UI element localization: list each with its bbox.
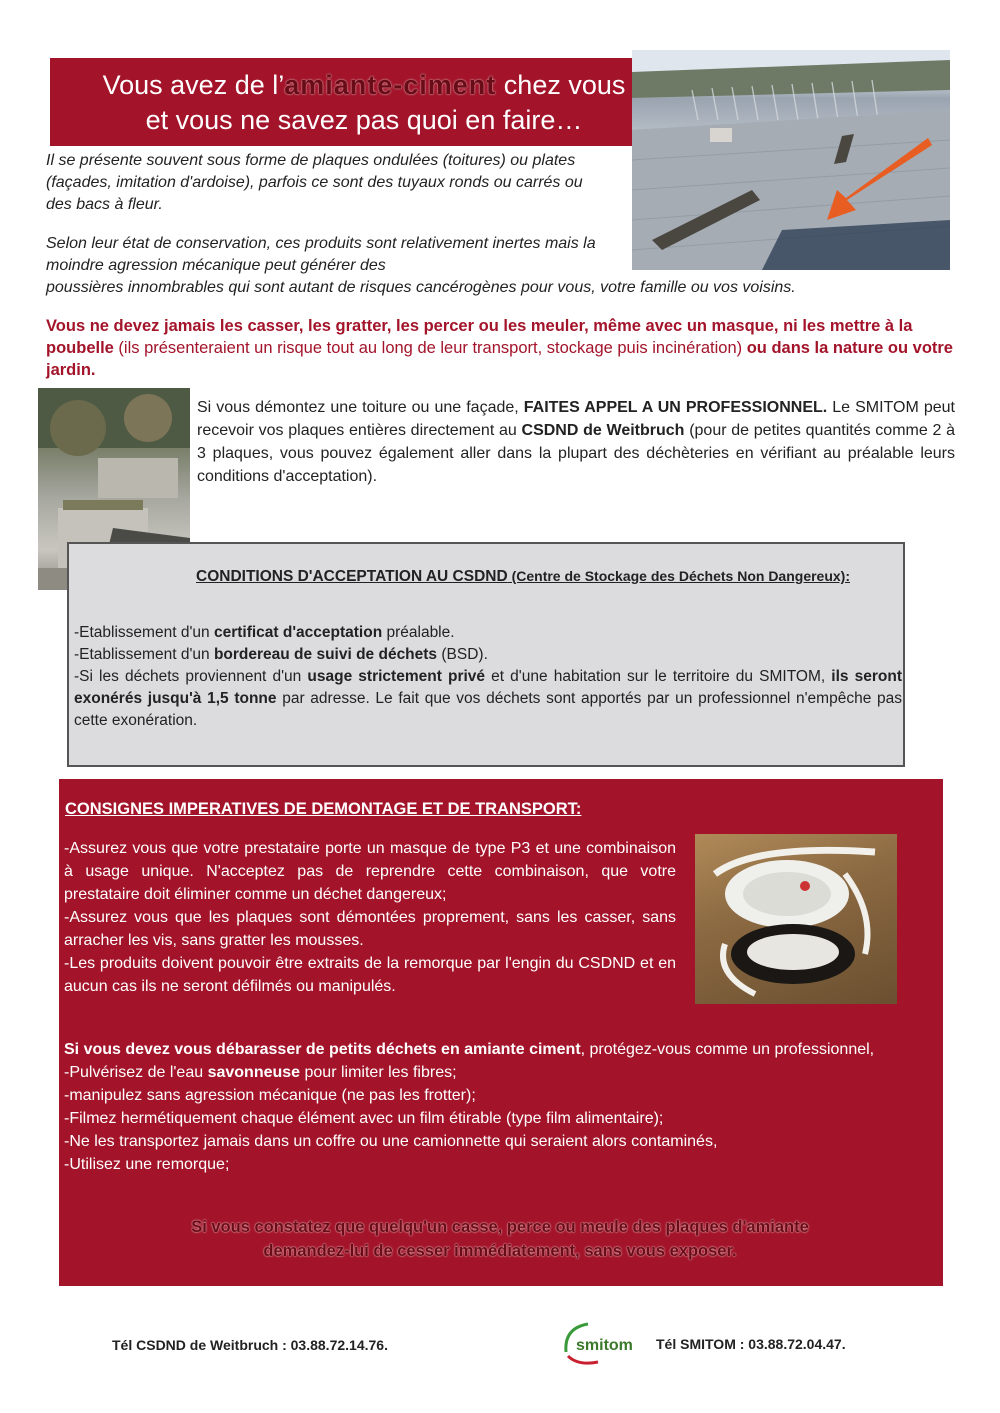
list-item: -Etablissement d'un certificat d'acceptation préalable. [74, 624, 455, 641]
intro-paragraph-2b: poussières innombrables qui sont autant de risques cancérogènes pour vous, votre famille ou vos voisins. [46, 279, 796, 296]
consignes-title: CONSIGNES IMPERATIVES DE DEMONTAGE ET DE TRANSPORT: [65, 800, 582, 818]
list-item: -Assurez vous que les plaques sont démontées proprement, sans les casser, sans arracher les vis, sans gratter les mousses. [64, 909, 676, 949]
list-item: -Pulvérisez de l'eau savonneuse pour limiter les fibres; [64, 1064, 457, 1081]
list-item: -manipulez sans agression mécanique (ne pas les frotter); [64, 1087, 476, 1104]
list-item: -Ne les transportez jamais dans un coffre ou une camionnette qui seraient alors contaminés, [64, 1133, 718, 1150]
list-item: -Assurez vous que votre prestataire porte un masque de type P3 et une combinaison à usage unique. N'acceptez pas de reprendre cette combinaison, que votre prestataire doit éliminer comme un déchet dangereux; [64, 840, 676, 903]
svg-text:smitom: smitom [576, 1337, 633, 1354]
footer-smitom-phone: Tél SMITOM : 03.88.72.04.47. [656, 1336, 846, 1352]
title-line-1: Vous avez de l’amiante-ciment chez vous [102, 70, 626, 100]
title-line-2: et vous ne savez pas quoi en faire… [145, 105, 583, 135]
roof-photo-drawing [632, 50, 950, 270]
title-banner [50, 58, 678, 146]
list-item: -Etablissement d'un bordereau de suivi de déchets (BSD). [74, 646, 488, 663]
intro-paragraph-2a: Selon leur état de conservation, ces produits sont relativement inertes mais la moindre agression mécanique peut générer des [46, 235, 596, 274]
conditions-title: CONDITIONS D'ACCEPTATION AU CSDND (Centre de Stockage des Déchets Non Dangereux): [196, 568, 850, 585]
list-item: -Si les déchets proviennent d'un usage strictement privé et d'une habitation sur le territoire du SMITOM, ils seront exonérés jusqu'à 1,5 tonne par adresse. Le fait que vos déchets sont apportés par un professionnel n'empêche pas cette exonération. [74, 668, 903, 729]
intro-paragraph-1: Il se présente souvent sous forme de plaques ondulées (toitures) ou plates (façades, imitation d'ardoise), parfois ce sont des tuyaux ronds ou carrés ou des bacs à fleur. [46, 152, 583, 213]
footer-csdnd-phone: Tél CSDND de Weitbruch : 03.88.72.14.76. [112, 1337, 388, 1353]
smitom-logo [558, 1318, 648, 1368]
roof-photo [632, 50, 950, 270]
mask-photo [695, 834, 897, 1004]
list-item: -Filmez hermétiquement chaque élément avec un film étirable (type film alimentaire); [64, 1110, 664, 1127]
small-waste-list [64, 1038, 924, 1176]
warning-paragraph: Vous ne devez jamais les casser, les gratter, les percer ou les meuler, même avec un masque, ni les mettre à la poubelle (ils présenteraient un risque tout au long de leur transport, stockage puis incinération) ou dans la nature ou votre jardin. [46, 317, 953, 379]
smitom-logo-icon [558, 1318, 648, 1368]
final-warning: Si vous constatez que quelqu'un casse, perce ou meule des plaques d'amiante demandez-lui de cesser immédiatement, sans vous exposer. [191, 1218, 809, 1260]
title-highlight: amiante-ciment [284, 70, 497, 100]
conditions-list [74, 622, 902, 732]
list-item: -Les produits doivent pouvoir être extraits de la remorque par l'engin du CSDND et en aucun cas ils ne seront défilmés ou manipulés. [64, 955, 676, 995]
consignes-list [64, 837, 676, 998]
mask-photo-drawing [695, 834, 897, 1004]
small-waste-intro: Si vous devez vous débarasser de petits déchets en amiante ciment, protégez-vous comme un professionnel, [64, 1041, 875, 1058]
list-item: -Utilisez une remorque; [64, 1156, 230, 1173]
professional-paragraph: Si vous démontez une toiture ou une façade, FAITES APPEL A UN PROFESSIONNEL. Le SMITOM peut recevoir vos plaques entières directement au CSDND de Weitbruch (pour de petites quantités comme 2 à 3 plaques, vous pouvez également aller dans la plupart des déchèteries en vérifiant au préalable leurs conditions d'acceptation). [197, 399, 956, 485]
